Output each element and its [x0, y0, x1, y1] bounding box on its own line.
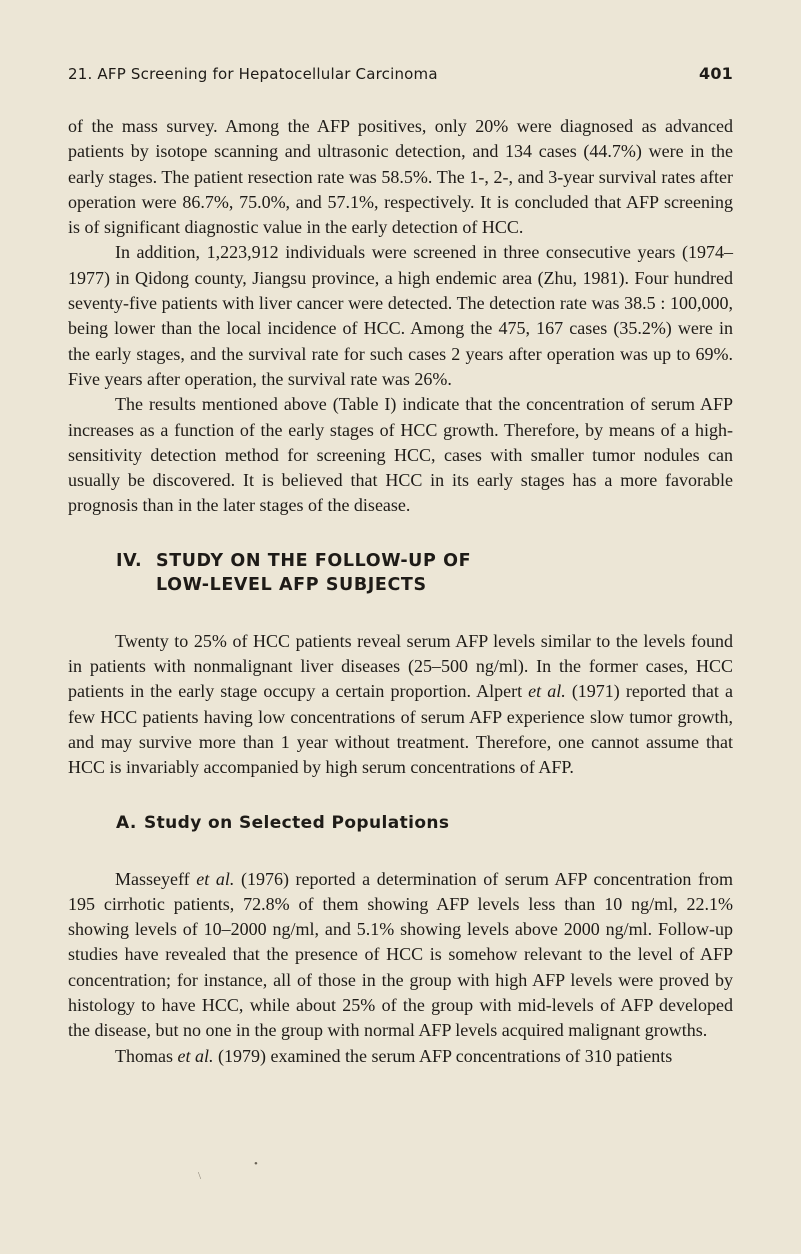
page-number: 401	[699, 64, 733, 83]
section-heading	[116, 549, 733, 597]
citation-etal: et al.	[528, 681, 566, 702]
subsection-heading	[116, 811, 733, 835]
body-text	[68, 114, 733, 1069]
subsection-title: Study on Selected Populations	[144, 812, 450, 833]
print-mark-slash: \	[198, 1170, 202, 1182]
running-title: 21. AFP Screening for Hepatocellular Carcinoma	[68, 65, 438, 83]
paragraph-qidong: In addition, 1,223,912 individuals were screened in three consecutive years (1974–1977) in Qidong county, Jiangsu province, a high endemic area (Zhu, 1981). Four hundred seventy-five patients with liver cancer were detected. The detection rate was 38.5 : 100,000, being lower than the local incidence of HCC. Among the 475, 167 cases (35.2%) were in the early stages, and the survival rate for such cases 2 years after operation was up to 69%. Five years after operation, the survival rate was 26%.	[68, 242, 733, 389]
running-head	[68, 64, 733, 83]
paragraph-thomas: Thomas et al. (1979) examined the serum AFP concentrations of 310 patients	[115, 1045, 673, 1066]
subsection-letter: A.	[116, 812, 137, 833]
section-title-line1: STUDY ON THE FOLLOW-UP OF	[156, 550, 472, 571]
paragraph-low-level: Twenty to 25% of HCC patients reveal serum AFP levels similar to the levels found in patients with nonmalignant liver diseases (25–500 ng/ml). In the former cases, HCC patients in the early stage occupy a certain proportion. Alpert et al. (1971) reported that a few HCC patients having low concentrations of serum AFP experience slow tumor growth, and may survive more than 1 year without treatment. Therefore, one cannot assume that HCC is invariably accompanied by high serum concentrations of AFP.	[68, 630, 733, 778]
print-mark: •	[254, 1158, 258, 1170]
citation-etal: et al.	[196, 868, 235, 889]
section-numeral: IV.	[116, 550, 143, 571]
paragraph-results: The results mentioned above (Table I) indicate that the concentration of serum AFP increases as a function of the early stages of HCC growth. Therefore, by means of a high-sensitivity detection method for screening HCC, cases with smaller tumor nodules can usually be discovered. It is believed that HCC in its early stages has a more favorable prognosis than in the later stages of the disease.	[68, 394, 733, 516]
paragraph-continued: of the mass survey. Among the AFP positives, only 20% were diagnosed as advanced patients by isotope scanning and ultrasonic detection, and 134 cases (44.7%) were in the early stages. The patient resection rate was 58.5%. The 1-, 2-, and 3-year survival rates after operation were 86.7%, 75.0%, and 57.1%, respectively. It is concluded that AFP screening is of significant diagnostic value in the early detection of HCC.	[68, 116, 733, 238]
section-title-line2: LOW-LEVEL AFP SUBJECTS	[156, 574, 427, 595]
citation-etal: et al.	[177, 1045, 214, 1066]
paragraph-masseyeff: Masseyeff et al. (1976) reported a determination of serum AFP concentration from 195 cirrhotic patients, 72.8% of them showing AFP levels less than 10 ng/ml, 22.1% showing levels of 10–2000 ng/ml, and 5.1% showing levels above 2000 ng/ml. Follow-up studies have revealed that the presence of HCC is somehow relevant to the level of AFP concentration; for instance, all of those in the group with high AFP levels were proved by histology to have HCC, while about 25% of the group with mid-levels of AFP developed the disease, but no one in the group with normal AFP levels acquired malignant growths.	[68, 868, 733, 1041]
